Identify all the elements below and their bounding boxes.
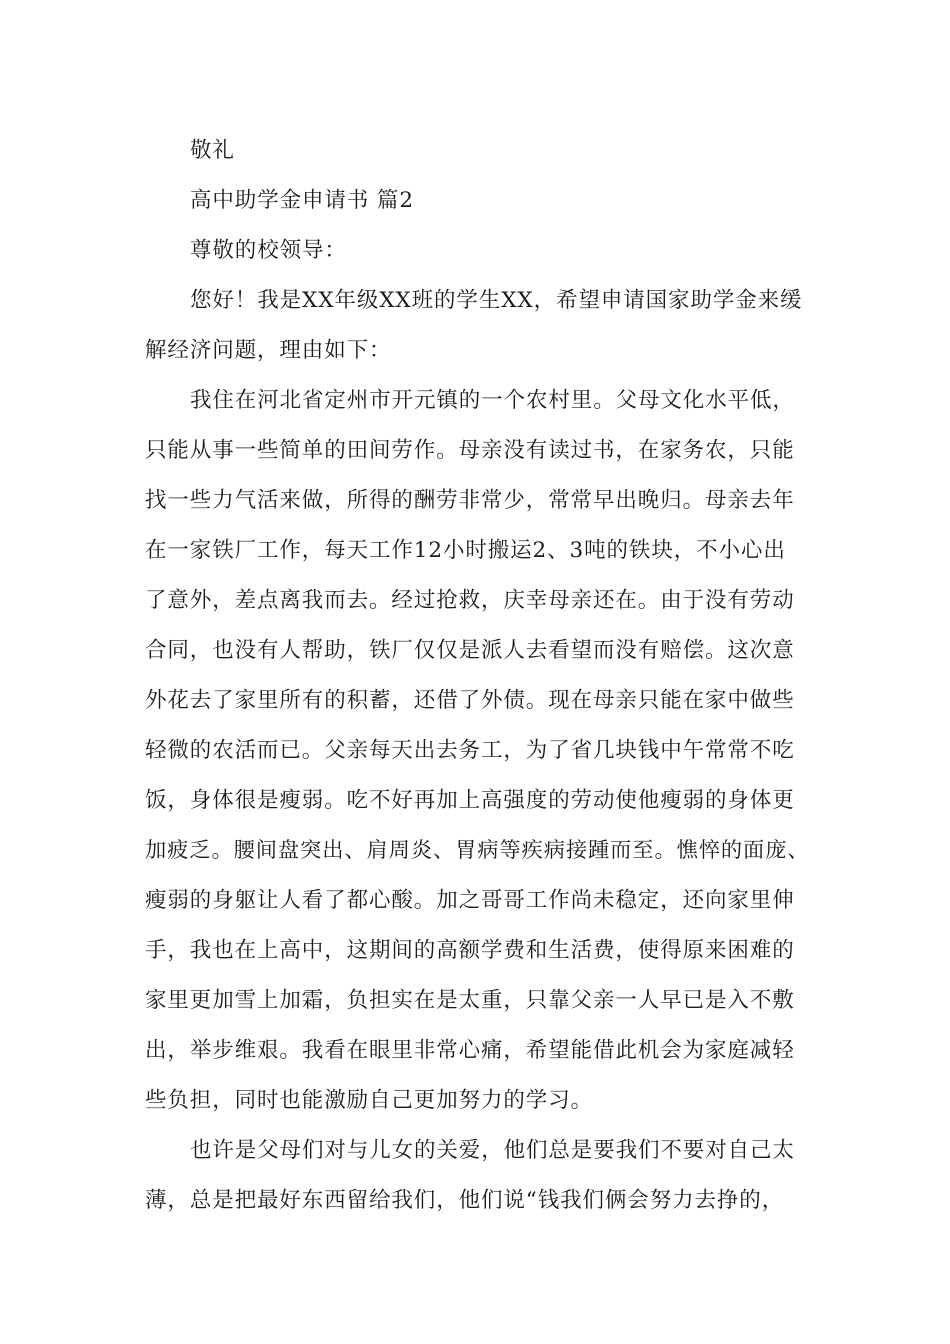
paragraph-line: 也许是父母们对与儿女的关爱，他们总是要我们不要对自己太 xyxy=(190,1138,795,1163)
paragraph-line: 些负担，同时也能激励自己更加努力的学习。 xyxy=(145,1088,594,1113)
paragraph-line: 加疲乏。腰间盘突出、肩周炎、胃病等疾病接踵而至。憔悴的面庞、 xyxy=(145,838,810,863)
paragraph-line: 我住在河北省定州市开元镇的一个农村里。父母文化水平低， xyxy=(190,388,795,413)
paragraph-line: 家里更加雪上加霜，负担实在是太重，只靠父亲一人早已是入不敷 xyxy=(145,988,795,1013)
paragraph-line: 在一家铁厂工作，每天工作12小时搬运2、3吨的铁块，不小心出 xyxy=(145,538,786,563)
paragraph-line: 合同，也没有人帮助，铁厂仅仅是派人去看望而没有赔偿。这次意 xyxy=(145,638,795,663)
paragraph-line: 饭，身体很是瘦弱。吃不好再加上高强度的劳动使他瘦弱的身体更 xyxy=(145,788,795,813)
closing-salutation: 敬礼 xyxy=(190,138,235,163)
paragraph-line: 解经济问题，理由如下： xyxy=(145,338,392,363)
paragraph-line: 找一些力气活来做，所得的酬劳非常少，常常早出晚归。母亲去年 xyxy=(145,488,795,513)
section-heading: 高中助学金申请书 篇2 xyxy=(190,188,414,213)
paragraph-line: 您好！我是XX年级XX班的学生XX，希望申请国家助学金来缓 xyxy=(190,288,803,313)
paragraph-line: 外花去了家里所有的积蓄，还借了外债。现在母亲只能在家中做些 xyxy=(145,688,795,713)
paragraph-line: 出，举步维艰。我看在眼里非常心痛，希望能借此机会为家庭减轻 xyxy=(145,1038,795,1063)
paragraph-line: 只能从事一些简单的田间劳作。母亲没有读过书，在家务农，只能 xyxy=(145,438,795,463)
greeting-line: 尊敬的校领导： xyxy=(190,238,347,263)
paragraph-line: 薄，总是把最好东西留给我们，他们说“钱我们俩会努力去挣的， xyxy=(145,1188,785,1213)
paragraph-line: 手，我也在上高中，这期间的高额学费和生活费，使得原来困难的 xyxy=(145,938,795,963)
paragraph-line: 瘦弱的身躯让人看了都心酸。加之哥哥工作尚未稳定，还向家里伸 xyxy=(145,888,795,913)
paragraph-line: 轻微的农活而已。父亲每天出去务工，为了省几块钱中午常常不吃 xyxy=(145,738,795,763)
paragraph-line: 了意外，差点离我而去。经过抢救，庆幸母亲还在。由于没有劳动 xyxy=(145,588,795,613)
